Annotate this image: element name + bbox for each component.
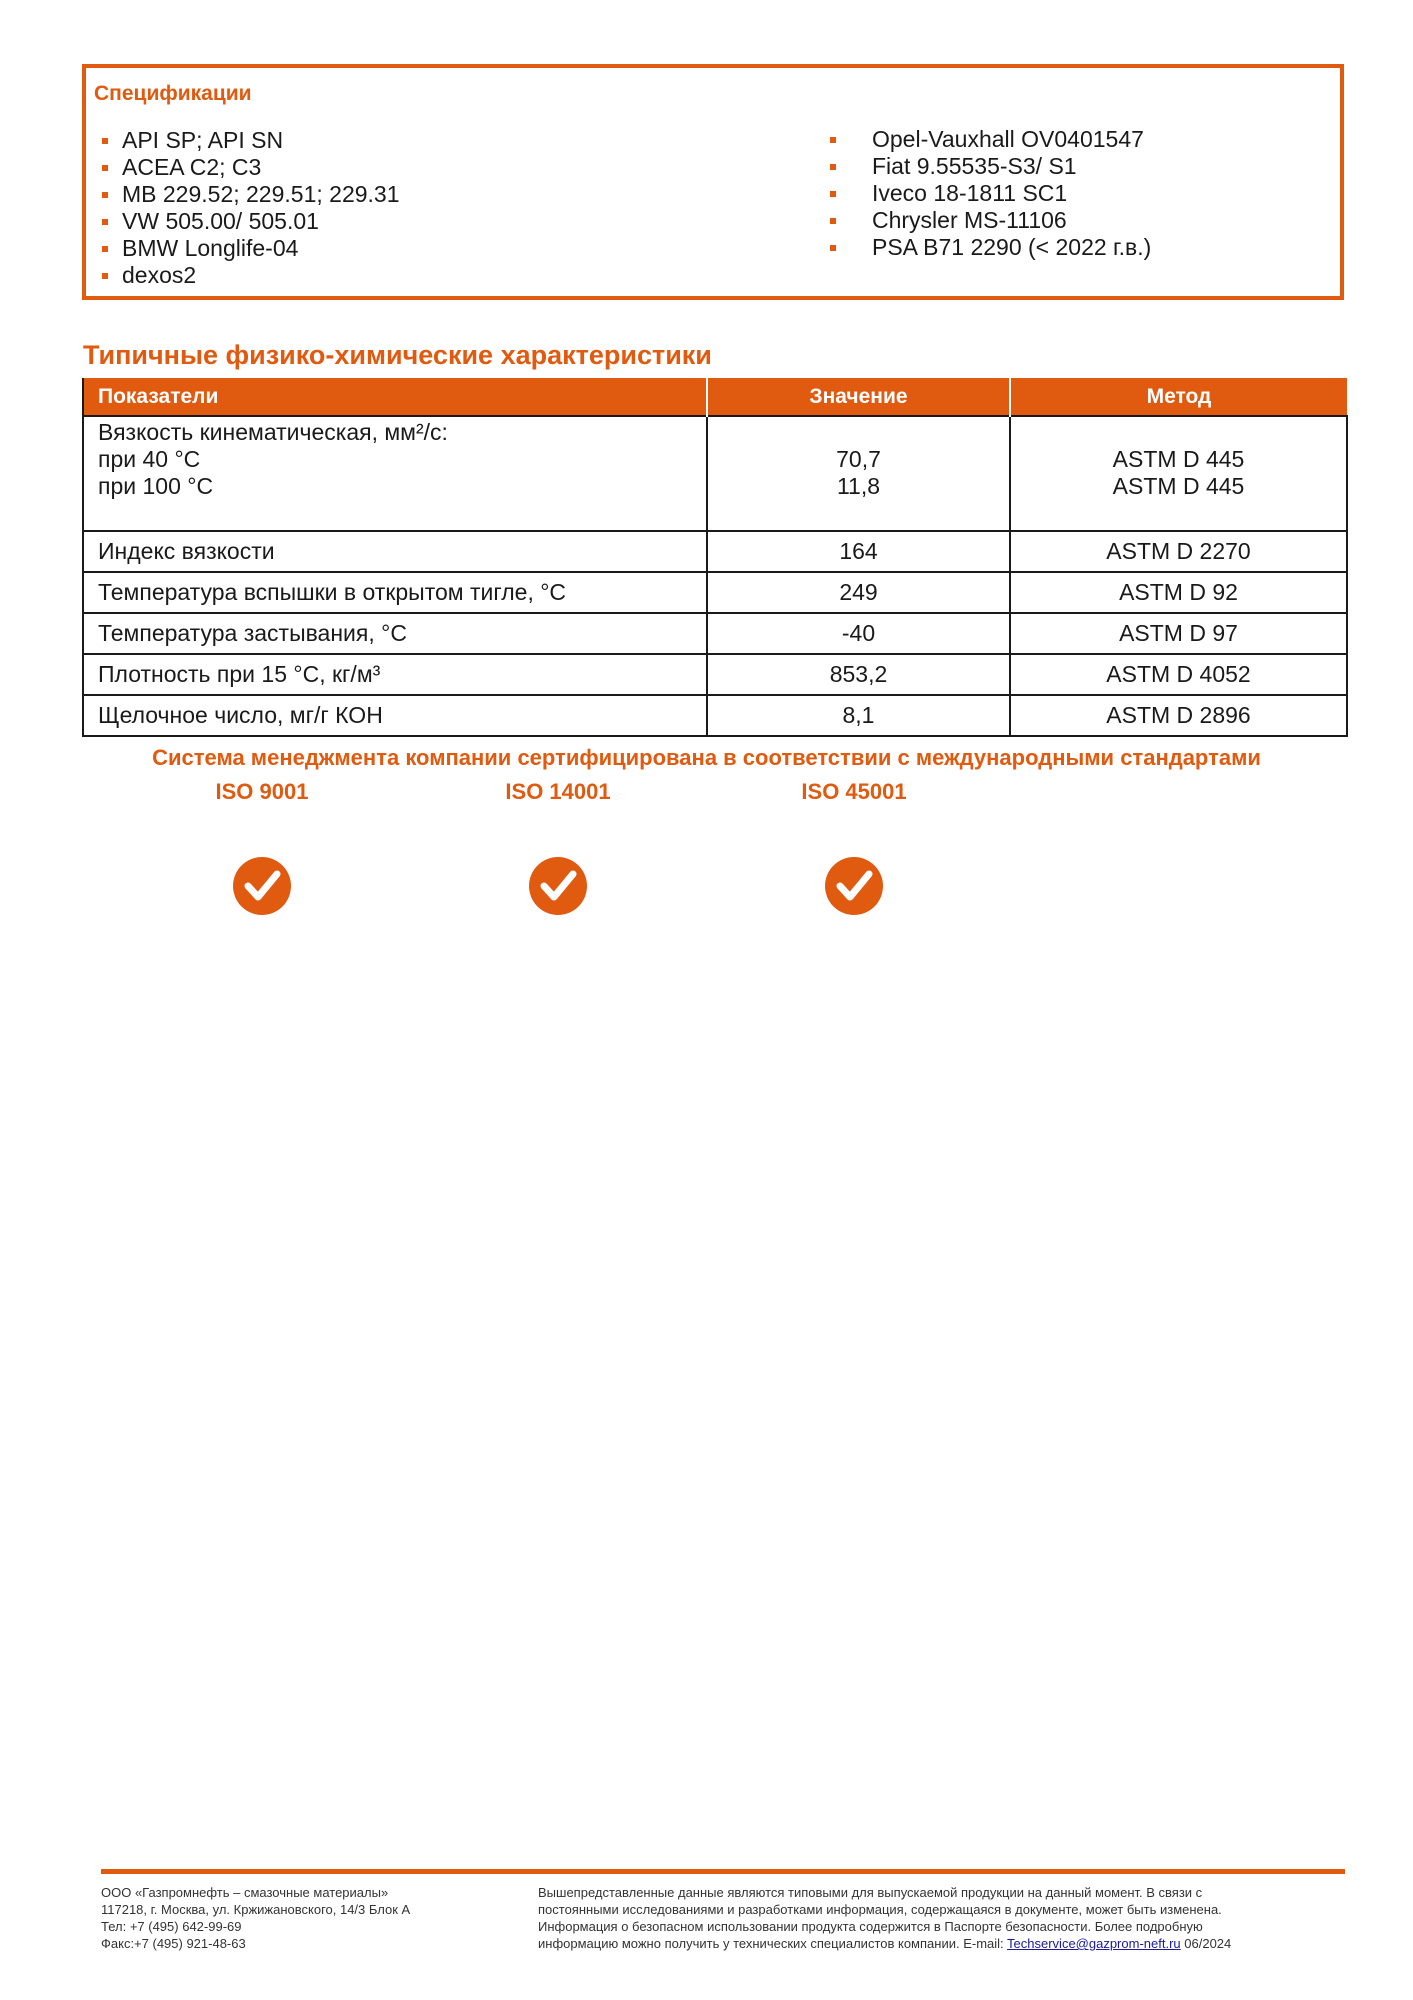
footer-date: 06/2024 — [1184, 1936, 1232, 1951]
specifications-list-right — [828, 126, 1151, 261]
cert-label: ISO 45001 — [801, 779, 907, 804]
bullet-icon — [102, 165, 108, 171]
viscosity-value-40: 70,7 — [836, 446, 881, 472]
spec-item: PSA B71 2290 (< 2022 г.в.) — [828, 234, 1151, 261]
table-row — [83, 695, 1347, 736]
properties-title: Типичные физико-химические характеристики — [83, 340, 712, 370]
viscosity-name-cell — [83, 416, 707, 531]
spec-item: Iveco 18-1811 SC1 — [828, 180, 1151, 207]
footer-contacts — [101, 1884, 410, 1952]
table-row — [83, 613, 1347, 654]
spec-item: Fiat 9.55535-S3/ S1 — [828, 153, 1151, 180]
row-method: ASTM D 2896 — [1010, 695, 1347, 736]
spec-item: BMW Longlife-04 — [100, 235, 400, 262]
disclaimer-line: Вышепредставленные данные являются типовыми для выпускаемой продукции на данный момент. В связи с — [538, 1885, 1203, 1900]
row-value: 249 — [707, 572, 1010, 613]
spec-item: Opel-Vauxhall OV0401547 — [828, 126, 1151, 153]
spec-item: API SP; API SN — [100, 127, 400, 154]
disclaimer-line: информацию можно получить у технических специалистов компании. E-mail: — [538, 1936, 1004, 1951]
viscosity-value-cell — [707, 416, 1010, 531]
spec-item: Chrysler MS-11106 — [828, 207, 1151, 234]
column-header-value: Значение — [707, 378, 1010, 416]
row-name: Плотность при 15 °C, кг/м³ — [83, 654, 707, 695]
bullet-icon — [102, 219, 108, 225]
viscosity-method-100: ASTM D 445 — [1112, 473, 1245, 499]
specifications-box — [82, 64, 1344, 300]
cert-iso-14001 — [488, 779, 628, 915]
bullet-icon — [830, 164, 836, 170]
certification-heading: Система менеджмента компании сертифицирована в соответствии с международными стандартами — [152, 745, 1261, 770]
row-name: Температура застывания, °C — [83, 613, 707, 654]
properties-table — [82, 378, 1348, 737]
table-row — [83, 654, 1347, 695]
check-circle-icon — [529, 857, 587, 915]
footer-fax: Факс:+7 (495) 921-48-63 — [101, 1936, 246, 1951]
column-header-method: Метод — [1010, 378, 1347, 416]
footer-phone: Тел: +7 (495) 642-99-69 — [101, 1919, 242, 1934]
viscosity-method-cell — [1010, 416, 1347, 531]
specifications-title: Спецификации — [94, 82, 252, 105]
footer-disclaimer — [538, 1884, 1345, 1952]
table-row-viscosity — [83, 416, 1347, 531]
cert-iso-45001 — [784, 779, 924, 915]
bullet-icon — [102, 138, 108, 144]
row-method: ASTM D 4052 — [1010, 654, 1347, 695]
row-method: ASTM D 2270 — [1010, 531, 1347, 572]
disclaimer-last-line — [538, 1935, 1345, 1952]
viscosity-label: Вязкость кинематическая, мм²/с: — [98, 419, 448, 445]
table-header-row — [83, 378, 1347, 416]
cert-iso-9001 — [192, 779, 332, 915]
disclaimer-line: Информация о безопасном использовании продукта содержится в Паспорте безопасности. Более подробную — [538, 1919, 1203, 1934]
spec-item: MB 229.52; 229.51; 229.31 — [100, 181, 400, 208]
footer-divider — [101, 1869, 1345, 1874]
row-method: ASTM D 97 — [1010, 613, 1347, 654]
column-header-parameter: Показатели — [83, 378, 707, 416]
bullet-icon — [830, 137, 836, 143]
footer-address: 117218, г. Москва, ул. Кржижановского, 14/3 Блок А — [101, 1902, 411, 1917]
bullet-icon — [102, 246, 108, 252]
table-row — [83, 531, 1347, 572]
row-name: Температура вспышки в открытом тигле, °C — [83, 572, 707, 613]
check-circle-icon — [825, 857, 883, 915]
table-row — [83, 572, 1347, 613]
row-value: 853,2 — [707, 654, 1010, 695]
row-value: 164 — [707, 531, 1010, 572]
spec-item: VW 505.00/ 505.01 — [100, 208, 400, 235]
check-circle-icon — [233, 857, 291, 915]
bullet-icon — [830, 218, 836, 224]
bullet-icon — [830, 191, 836, 197]
row-name: Щелочное число, мг/г КОН — [83, 695, 707, 736]
specifications-list-left — [100, 127, 400, 289]
cert-label: ISO 9001 — [215, 779, 309, 804]
viscosity-sub-100: при 100 °C — [98, 473, 214, 499]
disclaimer-line: постоянными исследованиями и разработками информация, содержащаяся в документе, может быть изменена. — [538, 1902, 1222, 1917]
row-method: ASTM D 92 — [1010, 572, 1347, 613]
bullet-icon — [102, 273, 108, 279]
spec-item: ACEA C2; C3 — [100, 154, 400, 181]
row-name: Индекс вязкости — [83, 531, 707, 572]
email-link[interactable]: Techservice@gazprom-neft.ru — [1007, 1936, 1181, 1951]
footer-company: ООО «Газпромнефть – смазочные материалы» — [101, 1885, 389, 1900]
bullet-icon — [102, 192, 108, 198]
spec-item: dexos2 — [100, 262, 400, 289]
viscosity-sub-40: при 40 °C — [98, 446, 201, 472]
viscosity-method-40: ASTM D 445 — [1112, 446, 1245, 472]
bullet-icon — [830, 245, 836, 251]
cert-label: ISO 14001 — [505, 779, 611, 804]
row-value: -40 — [707, 613, 1010, 654]
row-value: 8,1 — [707, 695, 1010, 736]
viscosity-value-100: 11,8 — [836, 473, 881, 499]
